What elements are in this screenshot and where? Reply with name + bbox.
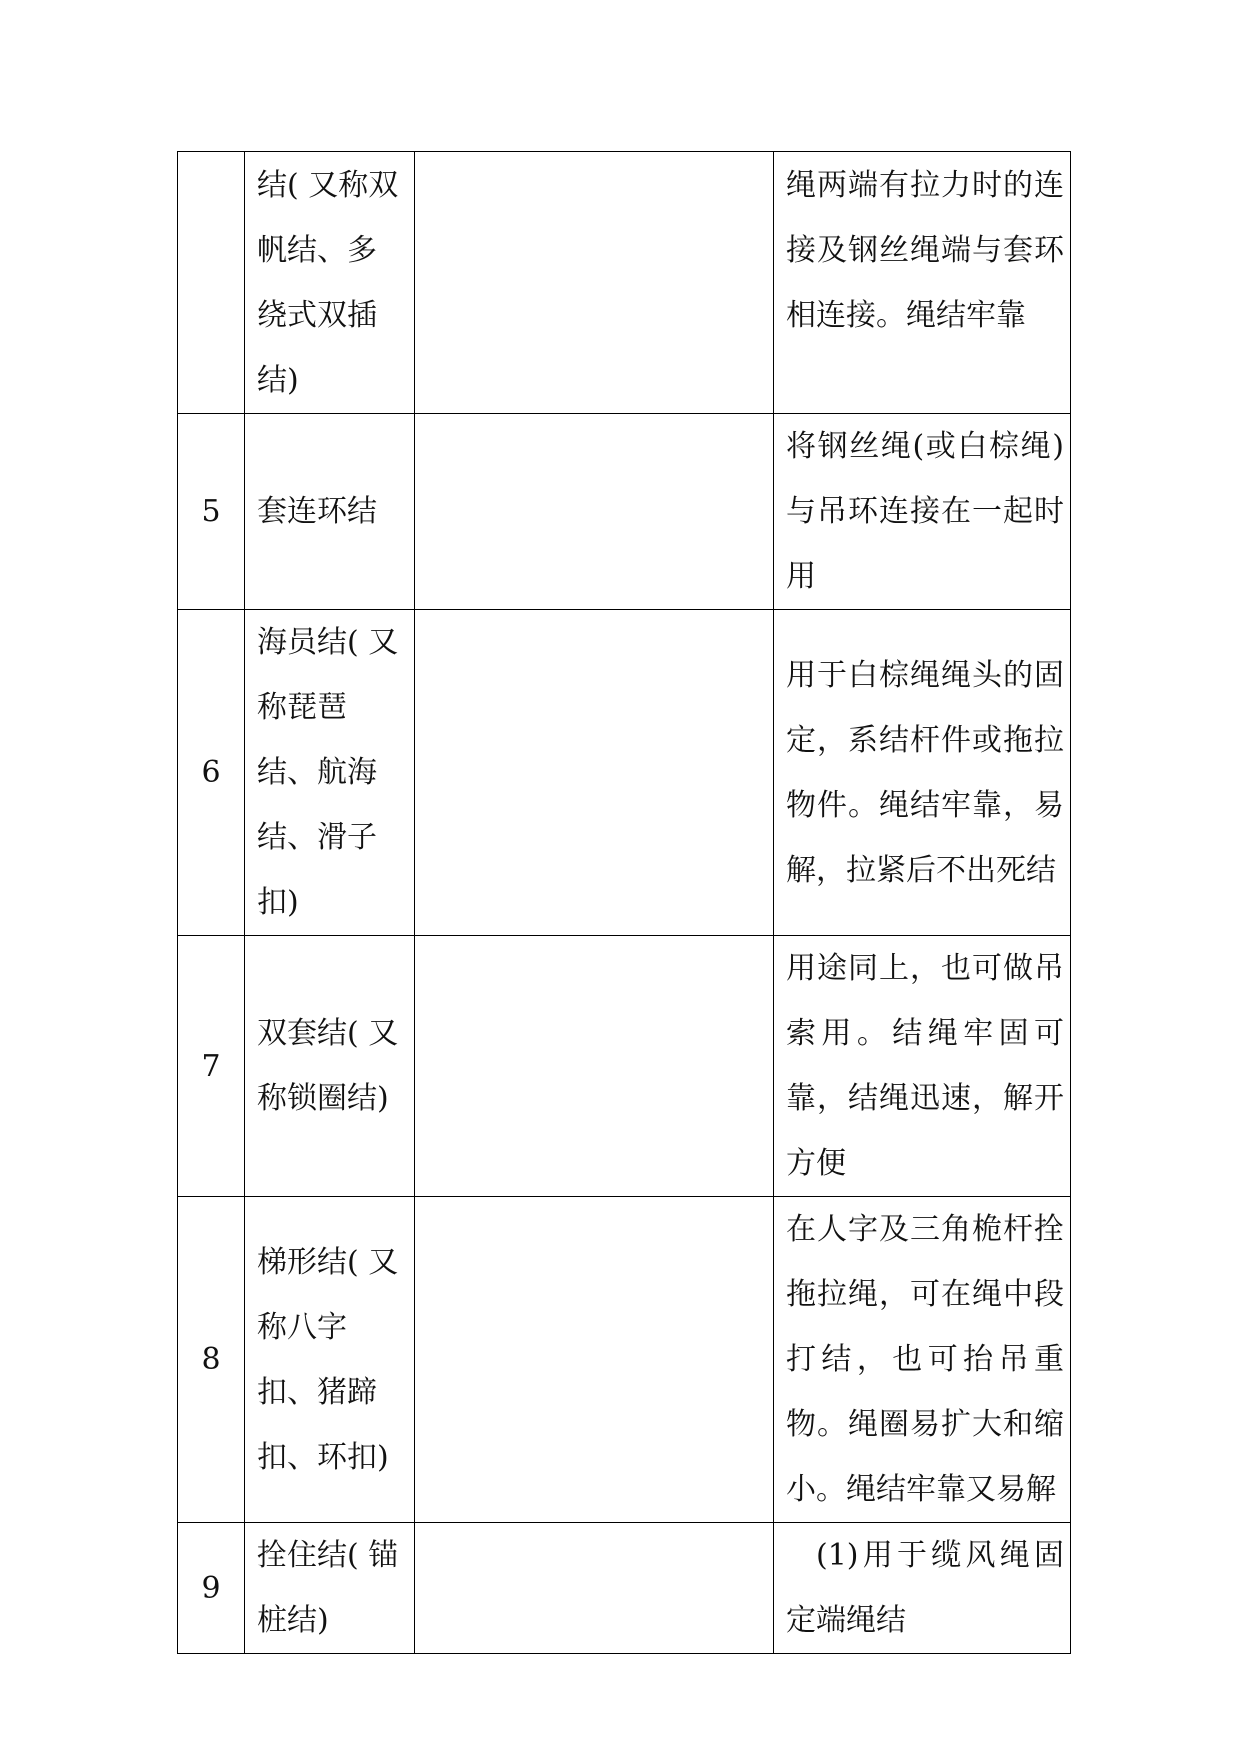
- knot-figure-cell: [415, 152, 774, 414]
- row-number: 7: [178, 936, 245, 1197]
- table-row: [178, 610, 1071, 936]
- row-number: 6: [178, 610, 245, 936]
- table-row: [178, 1523, 1071, 1654]
- knot-name: 套连环结: [245, 414, 415, 610]
- table-row: [178, 936, 1071, 1197]
- table-row: [178, 152, 1071, 414]
- row-number: 5: [178, 414, 245, 610]
- knot-usage: 用于白棕绳绳头的固定，系结杆件或拖拉物件。绳结牢靠，易解，拉紧后不出死结: [774, 610, 1071, 936]
- knot-name: 梯形结( 又称八字扣、猪蹄扣、环扣): [245, 1197, 415, 1523]
- knot-figure-cell: [415, 414, 774, 610]
- knot-figure-cell: [415, 1523, 774, 1654]
- knot-name: 拴住结( 锚桩结): [245, 1523, 415, 1654]
- knot-figure-cell: [415, 610, 774, 936]
- knot-figure-cell: [415, 1197, 774, 1523]
- knot-usage: (1)用于缆风绳固定端绳结: [774, 1523, 1071, 1654]
- knot-usage: 用途同上，也可做吊索用。结绳牢固可靠，结绳迅速，解开方便: [774, 936, 1071, 1197]
- row-number: [178, 152, 245, 414]
- row-number: 9: [178, 1523, 245, 1654]
- knot-usage: 在人字及三角桅杆拴拖拉绳，可在绳中段打结，也可抬吊重物。绳圈易扩大和缩小。绳结牢靠又易解: [774, 1197, 1071, 1523]
- knot-name: 结( 又称双帆结、多绕式双插结): [245, 152, 415, 414]
- knot-table: [177, 151, 1071, 1654]
- table-row: [178, 1197, 1071, 1523]
- knot-name: 海员结( 又称琵琶结、航海结、滑子扣): [245, 610, 415, 936]
- knot-usage: 绳两端有拉力时的连接及钢丝绳端与套环相连接。绳结牢靠: [774, 152, 1071, 414]
- knot-usage: 将钢丝绳(或白棕绳)与吊环连接在一起时用: [774, 414, 1071, 610]
- table-row: [178, 414, 1071, 610]
- row-number: 8: [178, 1197, 245, 1523]
- knot-figure-cell: [415, 936, 774, 1197]
- knot-name: 双套结( 又称锁圈结): [245, 936, 415, 1197]
